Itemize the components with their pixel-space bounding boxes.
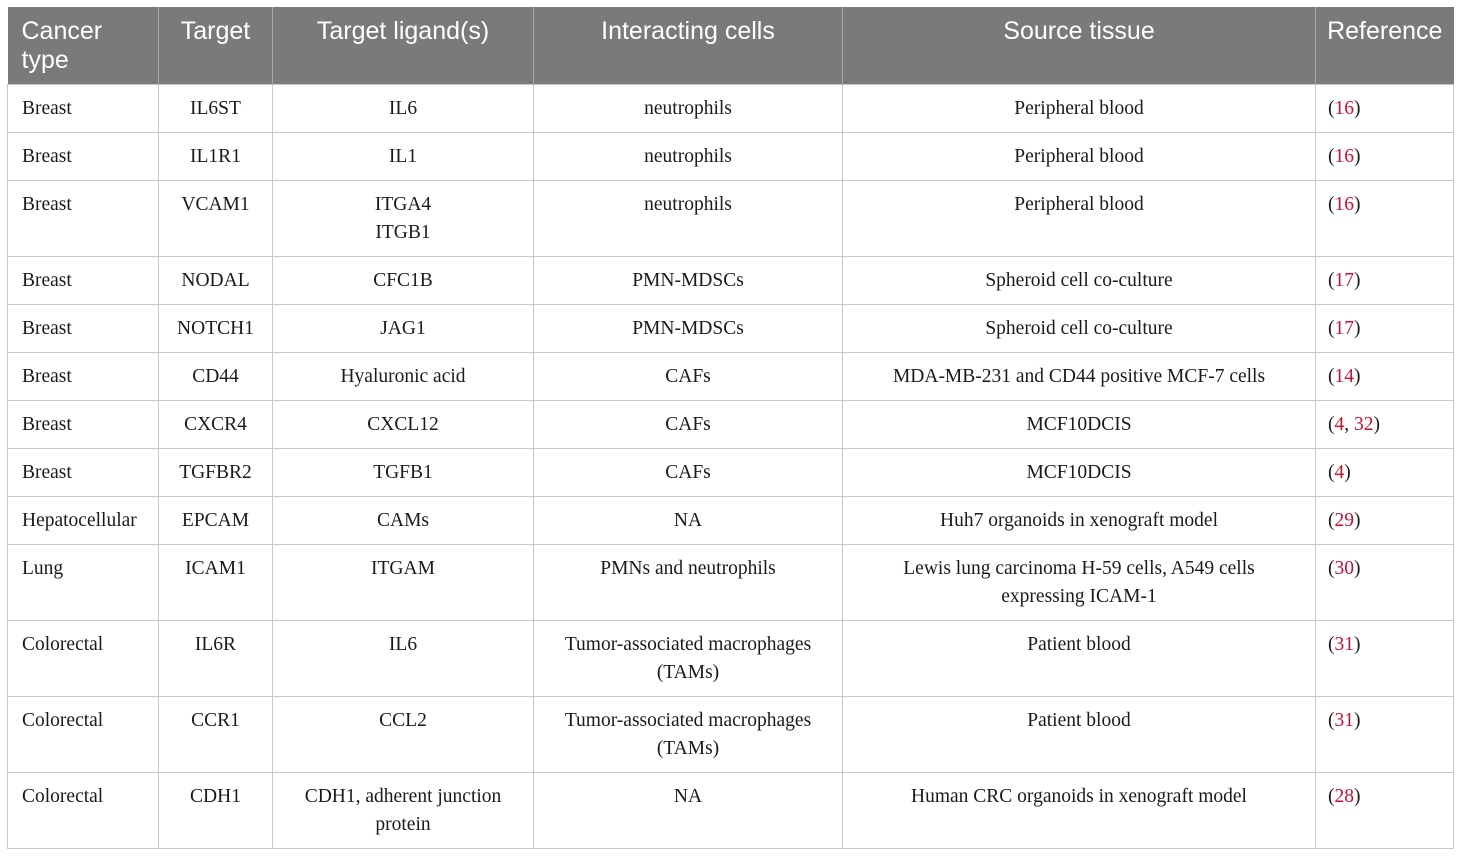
reference-link[interactable]: 30: [1334, 558, 1354, 579]
cell-cancer-type: Breast: [8, 181, 159, 257]
cell-target: TGFBR2: [159, 449, 273, 497]
cell-source-tissue-line: Huh7 organoids in xenograft model: [939, 510, 1218, 531]
cell-target-ligand-line: Hyaluronic acid: [340, 366, 466, 387]
header-cancer-type: Cancer type: [8, 7, 159, 85]
cell-reference: (17): [1316, 257, 1454, 305]
cell-cancer-type: Hepatocellular: [8, 497, 159, 545]
cell-target: IL1R1: [159, 133, 273, 181]
cell-interacting-cells: [534, 497, 843, 545]
reference-link[interactable]: 28: [1334, 786, 1354, 807]
cell-interacting-cells-line: PMN-MDSCs: [632, 318, 744, 339]
header-source-tissue: Source tissue: [843, 7, 1316, 85]
cell-target-ligand-line: IL1: [388, 146, 418, 167]
cell-target-ligand-line: CCL2: [379, 710, 427, 731]
table-row: [8, 85, 1454, 133]
cell-cancer-type: Breast: [8, 257, 159, 305]
table-row: [8, 257, 1454, 305]
table-row: [8, 305, 1454, 353]
reference-link[interactable]: 16: [1334, 146, 1354, 167]
cell-source-tissue: [843, 497, 1316, 545]
cell-source-tissue-line: Patient blood: [1027, 634, 1131, 655]
cell-reference: (16): [1316, 133, 1454, 181]
cell-source-tissue: [843, 773, 1316, 849]
cell-target: CD44: [159, 353, 273, 401]
cell-target-ligand-line: ITGAM: [371, 558, 435, 579]
cell-cancer-type: Colorectal: [8, 773, 159, 849]
cell-interacting-cells-line: NA: [673, 786, 703, 807]
cell-interacting-cells-line: Tumor-associated macrophages: [564, 710, 812, 731]
cell-reference: (31): [1316, 697, 1454, 773]
cell-source-tissue-line: MDA-MB-231 and CD44 positive MCF-7 cells: [892, 366, 1266, 387]
cell-reference: (30): [1316, 545, 1454, 621]
cell-source-tissue: [843, 181, 1316, 257]
cell-target: VCAM1: [159, 181, 273, 257]
cell-target-ligand: [273, 449, 534, 497]
table-row: [8, 697, 1454, 773]
cell-interacting-cells: [534, 545, 843, 621]
cell-source-tissue-line: Peripheral blood: [1014, 98, 1144, 119]
table-body: [8, 85, 1454, 849]
cell-source-tissue-line: MCF10DCIS: [1026, 462, 1132, 483]
reference-link[interactable]: 17: [1334, 270, 1354, 291]
cell-target-ligand-line: ITGA4: [374, 194, 432, 215]
cell-target: CCR1: [159, 697, 273, 773]
table-row: [8, 353, 1454, 401]
cell-interacting-cells: [534, 621, 843, 697]
reference-link[interactable]: 32: [1354, 414, 1374, 435]
cell-target-ligand: [273, 85, 534, 133]
cell-interacting-cells: [534, 697, 843, 773]
cell-target: CXCR4: [159, 401, 273, 449]
cell-source-tissue-line: Patient blood: [1027, 710, 1131, 731]
cell-cancer-type: Breast: [8, 133, 159, 181]
reference-link[interactable]: 31: [1334, 634, 1354, 655]
header-target: Target: [159, 7, 273, 85]
cell-target-ligand: [273, 621, 534, 697]
cell-interacting-cells-line: CAFs: [665, 414, 711, 435]
cell-target-ligand-line: TGFB1: [373, 462, 433, 483]
cell-cancer-type: Colorectal: [8, 621, 159, 697]
cell-source-tissue: [843, 133, 1316, 181]
cell-source-tissue: [843, 401, 1316, 449]
cell-interacting-cells-line: PMN-MDSCs: [632, 270, 744, 291]
cell-interacting-cells: [534, 773, 843, 849]
table-row: [8, 181, 1454, 257]
table-row: [8, 621, 1454, 697]
cell-cancer-type: Lung: [8, 545, 159, 621]
cell-reference: (29): [1316, 497, 1454, 545]
cell-target-ligand-line: CAMs: [376, 510, 430, 531]
cell-interacting-cells: [534, 85, 843, 133]
reference-link[interactable]: 17: [1334, 318, 1354, 339]
header-interacting-cells: Interacting cells: [534, 7, 843, 85]
cell-source-tissue-line: expressing ICAM-1: [1001, 586, 1157, 607]
cell-target: NOTCH1: [159, 305, 273, 353]
cell-source-tissue-line: Spheroid cell co-culture: [985, 270, 1173, 291]
cell-cancer-type: Breast: [8, 449, 159, 497]
reference-link[interactable]: 14: [1334, 366, 1354, 387]
cell-interacting-cells-line: neutrophils: [644, 98, 732, 119]
cell-reference: (16): [1316, 85, 1454, 133]
table-row: [8, 449, 1454, 497]
cell-source-tissue: [843, 305, 1316, 353]
cell-reference: (28): [1316, 773, 1454, 849]
cell-source-tissue-line: Human CRC organoids in xenograft model: [911, 786, 1247, 807]
cell-interacting-cells: [534, 401, 843, 449]
cell-cancer-type: Colorectal: [8, 697, 159, 773]
table-header: [8, 7, 1454, 85]
reference-link[interactable]: 31: [1334, 710, 1354, 731]
cell-cancer-type: Breast: [8, 401, 159, 449]
cell-target-ligand-line: IL6: [388, 634, 418, 655]
cell-source-tissue: [843, 697, 1316, 773]
header-target-ligands: Target ligand(s): [273, 7, 534, 85]
cell-target-ligand: [273, 545, 534, 621]
table-row: [8, 401, 1454, 449]
cell-interacting-cells: [534, 181, 843, 257]
cell-source-tissue-line: Peripheral blood: [1014, 146, 1144, 167]
cell-target-ligand: [273, 697, 534, 773]
cell-source-tissue-line: Spheroid cell co-culture: [985, 318, 1173, 339]
cell-source-tissue: [843, 257, 1316, 305]
cell-source-tissue: [843, 545, 1316, 621]
cell-reference: (16): [1316, 181, 1454, 257]
cell-interacting-cells-line: NA: [673, 510, 703, 531]
cell-cancer-type: Breast: [8, 305, 159, 353]
cell-target-ligand: [273, 133, 534, 181]
cell-target-ligand: [273, 257, 534, 305]
data-table-container: [7, 7, 1453, 849]
cell-source-tissue: [843, 85, 1316, 133]
table-row: [8, 497, 1454, 545]
cell-target: NODAL: [159, 257, 273, 305]
cell-reference: (4, 32): [1316, 401, 1454, 449]
cell-interacting-cells-line: CAFs: [665, 462, 711, 483]
cell-target-ligand-line: CXCL12: [367, 414, 439, 435]
cell-target: ICAM1: [159, 545, 273, 621]
cell-target-ligand: [273, 773, 534, 849]
cell-target-ligand-line: ITGB1: [375, 222, 431, 243]
cell-interacting-cells: [534, 353, 843, 401]
cell-source-tissue: [843, 449, 1316, 497]
table-row: [8, 133, 1454, 181]
table-row: [8, 545, 1454, 621]
cell-cancer-type: Breast: [8, 353, 159, 401]
cell-target-ligand-line: JAG1: [380, 318, 426, 339]
cell-target-ligand-line: protein: [375, 814, 431, 835]
reference-link[interactable]: 4: [1334, 462, 1345, 483]
cell-target-ligand: [273, 181, 534, 257]
cell-target-ligand-line: CDH1, adherent junction: [304, 786, 502, 807]
cell-source-tissue: [843, 353, 1316, 401]
cell-source-tissue: [843, 621, 1316, 697]
cell-interacting-cells-line: CAFs: [665, 366, 711, 387]
cell-source-tissue-line: Peripheral blood: [1014, 194, 1144, 215]
cell-target-ligand: [273, 305, 534, 353]
reference-link[interactable]: 29: [1334, 510, 1354, 531]
cell-reference: (14): [1316, 353, 1454, 401]
cell-interacting-cells-line: (TAMs): [656, 662, 720, 683]
cell-source-tissue-line: Lewis lung carcinoma H-59 cells, A549 cells: [903, 558, 1255, 579]
cell-target-ligand: [273, 353, 534, 401]
cell-reference: (31): [1316, 621, 1454, 697]
reference-link[interactable]: 16: [1334, 98, 1354, 119]
header-row: [8, 7, 1454, 85]
cell-target-ligand: [273, 401, 534, 449]
reference-link[interactable]: 4: [1334, 414, 1345, 435]
cell-target: CDH1: [159, 773, 273, 849]
cell-reference: (17): [1316, 305, 1454, 353]
cell-interacting-cells-line: neutrophils: [644, 194, 732, 215]
cell-target: IL6R: [159, 621, 273, 697]
cancer-target-table: [7, 7, 1454, 849]
cell-interacting-cells: [534, 257, 843, 305]
cell-target-ligand-line: CFC1B: [373, 270, 433, 291]
cell-interacting-cells: [534, 133, 843, 181]
cell-target: IL6ST: [159, 85, 273, 133]
cell-target-ligand: [273, 497, 534, 545]
cell-reference: (4): [1316, 449, 1454, 497]
cell-source-tissue-line: MCF10DCIS: [1026, 414, 1132, 435]
header-reference: Reference: [1316, 7, 1454, 85]
cell-interacting-cells: [534, 305, 843, 353]
cell-target: EPCAM: [159, 497, 273, 545]
cell-cancer-type: Breast: [8, 85, 159, 133]
reference-link[interactable]: 16: [1334, 194, 1354, 215]
cell-interacting-cells: [534, 449, 843, 497]
cell-interacting-cells-line: Tumor-associated macrophages: [564, 634, 812, 655]
table-row: [8, 773, 1454, 849]
cell-target-ligand-line: IL6: [388, 98, 418, 119]
cell-interacting-cells-line: PMNs and neutrophils: [600, 558, 776, 579]
cell-interacting-cells-line: neutrophils: [644, 146, 732, 167]
cell-interacting-cells-line: (TAMs): [656, 738, 720, 759]
